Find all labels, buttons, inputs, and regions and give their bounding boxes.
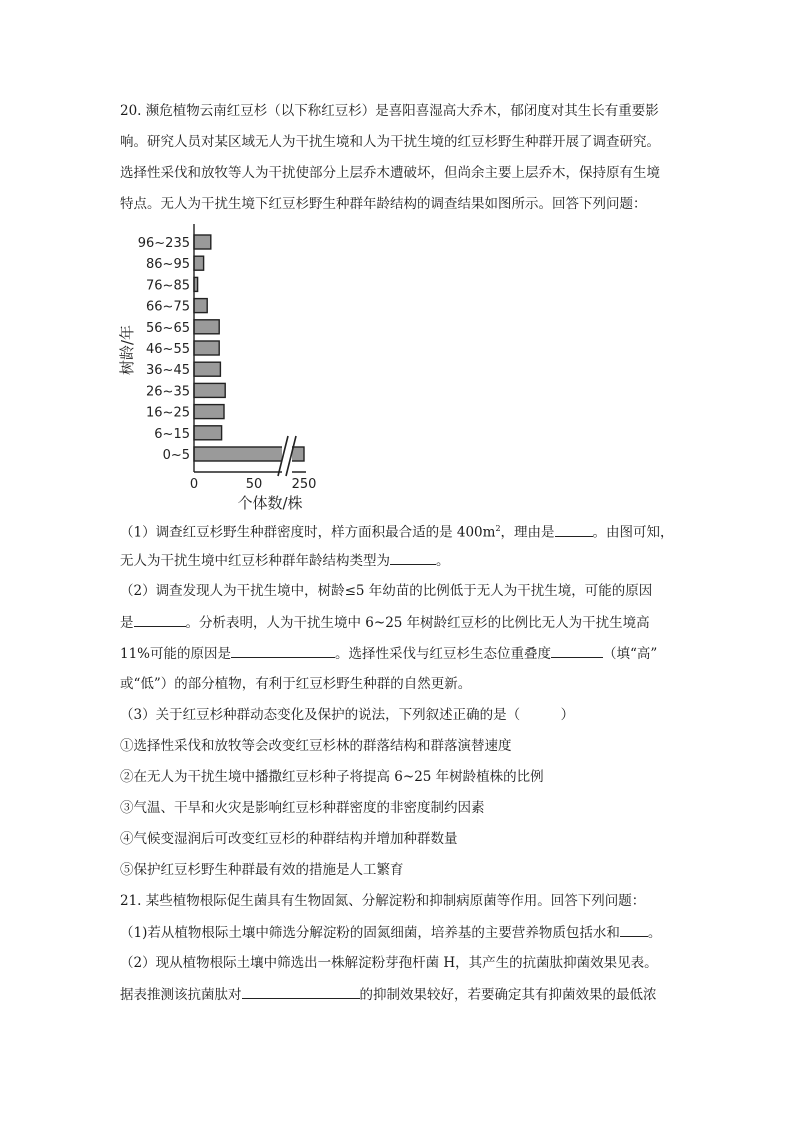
answer-blank-high-low[interactable] <box>551 644 603 658</box>
option-2: ②在无人为干扰生境中播撒红豆杉种子将提高 6~25 年树龄植株的比例 <box>120 769 544 785</box>
option-4: ④气候变湿润后可改变红豆杉的种群结构并增加种群数量 <box>120 831 458 847</box>
q21-part1 <box>120 923 661 942</box>
q20-part2-line3 <box>120 644 657 663</box>
y-tick-label: 36~45 <box>146 363 190 379</box>
option-5: ⑤保护红豆杉野生种群最有效的措施是人工繁育 <box>120 862 404 878</box>
bar <box>194 299 207 313</box>
answer-blank-age-type[interactable] <box>390 551 436 565</box>
bar <box>194 405 224 419</box>
age-structure-chart <box>120 222 340 512</box>
q20-line-1: 20. 濒危植物云南红豆杉（以下称红豆杉）是喜阳喜湿高大乔木，郁闭度对其生长有重要影 <box>120 103 659 119</box>
q21-line-1: 21. 某些植物根际促生菌具有生物固氮、分解淀粉和抑制病原菌等作用。回答下列问题： <box>120 893 646 909</box>
answer-blank-cause[interactable] <box>134 613 186 627</box>
y-tick-label: 16~25 <box>146 405 190 421</box>
y-tick-label: 96~235 <box>137 236 190 251</box>
answer-blank-pathogen[interactable] <box>242 985 360 999</box>
y-tick-label: 0~5 <box>162 448 190 463</box>
x-tick-label: 50 <box>245 477 263 492</box>
bar <box>194 383 225 397</box>
q20-line-2: 响。研究人员对某区域无人为干扰生境和人为干扰生境的红豆杉野生种群开展了调查研究。 <box>120 134 660 150</box>
bar <box>194 256 204 270</box>
q20-part2-line4: 或“低”）的部分植物，有利于红豆杉野生种群的自然更新。 <box>120 676 472 692</box>
q20-part1-sup: 2 <box>495 524 501 533</box>
x-tick-label: 250 <box>291 477 317 492</box>
q20-part1-text-b: ，理由是 <box>500 524 555 541</box>
y-tick-label: 86~95 <box>146 257 190 273</box>
q20-part2-text-b: 是 <box>120 615 134 631</box>
q20-part2-text-c: 。分析表明，人为干扰生境中 6~25 年树龄红豆杉的比例比无人为干扰生境高 <box>185 615 650 631</box>
y-tick-label: 56~65 <box>146 320 190 336</box>
q20-part2-line1: （2）调查发现人为干扰生境中，树龄≤5 年幼苗的比例低于无人为干扰生境，可能的原因 <box>120 583 653 599</box>
q20-part1-text-c: 。由图可知， <box>592 524 674 541</box>
q20-part1-line2 <box>120 551 450 570</box>
answer-blank-nutrient[interactable] <box>620 923 648 937</box>
y-tick-label: 6~15 <box>154 426 190 442</box>
y-tick-label: 46~55 <box>146 342 190 357</box>
q20-part2-text-e: 。选择性采伐与红豆杉生态位重叠度 <box>335 646 552 662</box>
bar <box>194 341 219 355</box>
y-axis-label: 树龄/年 <box>118 324 136 376</box>
q20-line-4: 特点。无人为干扰生境下红豆杉野生种群年龄结构的调查结果如图所示。回答下列问题： <box>120 196 647 212</box>
q21-part3 <box>120 985 657 1004</box>
y-tick-label: 26~35 <box>146 384 190 400</box>
q20-part2-line2 <box>120 613 650 632</box>
x-axis-label: 个体数/株 <box>237 494 303 512</box>
q21-part3-text-b: 的抑制效果较好，若要确定其有抑菌效果的最低浓 <box>359 987 657 1003</box>
bar <box>194 320 219 334</box>
x-tick-label: 0 <box>189 477 199 492</box>
bar <box>194 235 211 249</box>
q21-part1-text-a: （1)若从植物根际土壤中筛选分解淀粉的固氮细菌，培养基的主要营养物质包括水和 <box>120 925 620 941</box>
y-tick-label: 76~85 <box>146 278 190 294</box>
bar <box>194 426 222 440</box>
option-1: ①选择性采伐和放牧等会改变红豆杉林的群落结构和群落演替速度 <box>120 738 512 754</box>
q20-line-3: 选择性采伐和放牧等人为干扰使部分上层乔木遭破坏，但尚余主要上层乔木，保持原有生境 <box>120 165 660 181</box>
q21-part2: （2）现从植物根际土壤中筛选出一株解淀粉芽孢杆菌 H，其产生的抗菌肽抑菌效果见表。 <box>120 955 658 971</box>
q20-part1-line1 <box>120 520 674 542</box>
option-3: ③气温、干旱和火灾是影响红豆杉种群密度的非密度制约因素 <box>120 800 485 816</box>
q21-part3-text-a: 据表推测该抗菌肽对 <box>120 987 242 1003</box>
answer-blank-reason-11pct[interactable] <box>231 644 335 658</box>
y-tick-label: 66~75 <box>146 299 190 315</box>
q20-part3-stem: （3）关于红豆杉种群动态变化及保护的说法，下列叙述正确的是（ ） <box>120 707 575 723</box>
bar <box>194 362 220 376</box>
q20-part1-text-a: （1）调查红豆杉野生种群密度时，样方面积最合适的是 400m <box>120 524 496 541</box>
q20-part2-text-d: 11%可能的原因是 <box>120 646 232 662</box>
q20-part2-text-f: （填“高” <box>603 646 658 662</box>
q20-part1-text-d: 无人为干扰生境中红豆杉种群年龄结构类型为 <box>120 553 390 569</box>
q21-part1-text-b: 。 <box>647 925 662 941</box>
answer-blank-reason[interactable] <box>555 523 593 537</box>
q20-part1-text-e: 。 <box>436 553 450 569</box>
